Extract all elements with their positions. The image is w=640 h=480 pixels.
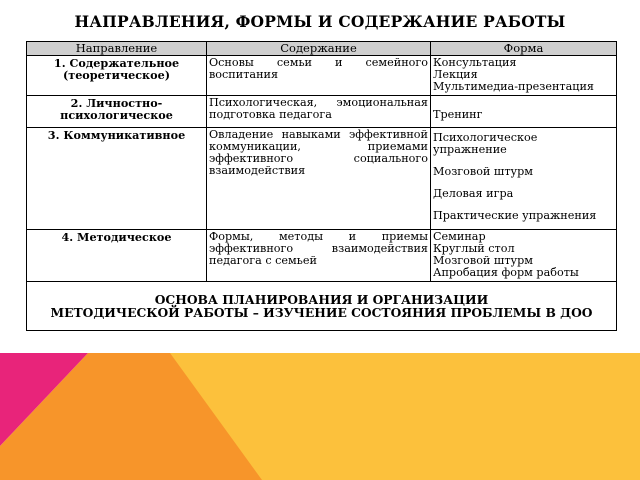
- form-item: Тренинг: [433, 108, 483, 121]
- form-item: Практические упражнения: [433, 209, 597, 222]
- row-direction: 3. Коммуникативное: [27, 128, 207, 230]
- slide-title: НАПРАВЛЕНИЯ, ФОРМЫ И СОДЕРЖАНИЕ РАБОТЫ: [74, 12, 566, 31]
- row-content: Психологическая, эмоциональная подготовка педагога: [207, 96, 431, 128]
- form-item: Психологическое упражнение: [433, 131, 538, 156]
- row-forms: [431, 230, 617, 282]
- row-content: Основы семьи и семейного воспитания: [207, 56, 431, 96]
- table-row: [27, 128, 617, 230]
- form-item: Семинар: [433, 230, 486, 243]
- form-item: Круглый стол: [433, 242, 515, 255]
- row-direction: 2. Личностно-психологическое: [27, 96, 207, 128]
- header-content: Содержание: [207, 42, 431, 56]
- table-row: [27, 96, 617, 128]
- form-item: Консультация: [433, 56, 517, 69]
- table-footer-row: [27, 282, 617, 331]
- form-item: Апробация форм работы: [433, 266, 579, 279]
- form-item: Мультимедиа-презентация: [433, 80, 594, 93]
- form-item: Мозговой штурм: [433, 165, 533, 178]
- row-forms: [431, 128, 617, 230]
- row-content: Овладение навыками эффективной коммуникации, приемами эффективного социального взаимодействия: [207, 128, 431, 230]
- row-direction: 4. Методическое: [27, 230, 207, 282]
- table-header-row: [27, 42, 617, 56]
- header-direction: Направление: [27, 42, 207, 56]
- footer-line-2: МЕТОДИЧЕСКОЙ РАБОТЫ – ИЗУЧЕНИЕ СОСТОЯНИЯ ПРОБЛЕМЫ В ДОО: [50, 305, 593, 320]
- footer-summary: [27, 282, 617, 331]
- footer-line-1: ОСНОВА ПЛАНИРОВАНИЯ И ОРГАНИЗАЦИИ: [154, 292, 489, 307]
- row-content: Формы, методы и приемы эффективного взаимодействия педагога с семьей: [207, 230, 431, 282]
- form-item: Деловая игра: [433, 187, 514, 200]
- table-row: [27, 56, 617, 96]
- row-forms: [431, 96, 617, 128]
- row-forms: [431, 56, 617, 96]
- methods-table: [26, 41, 617, 331]
- header-form: Форма: [431, 42, 617, 56]
- row-direction: 1. Содержательное (теоретическое): [27, 56, 207, 96]
- form-item: Лекция: [433, 68, 478, 81]
- form-item: Мозговой штурм: [433, 254, 533, 267]
- table-row: [27, 230, 617, 282]
